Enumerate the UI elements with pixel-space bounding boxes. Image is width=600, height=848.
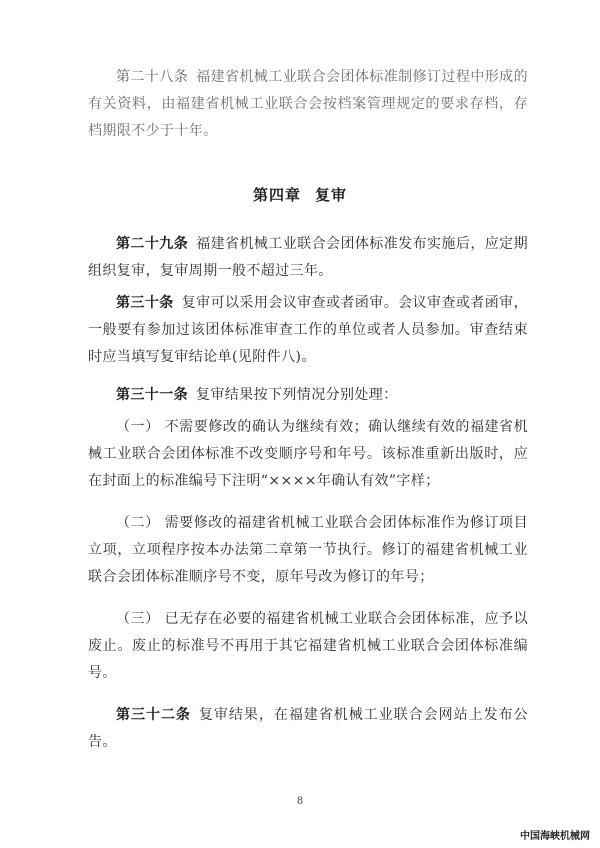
item-1: （一） 不需要修改的确认为继续有效；确认继续有效的福建省机械工业联合会团体标准不改变顺序号和年号。该标准重新出版时，应在封面上的标准编号下注明“××××年确认有效”字样； [88,419,528,489]
article-32-lead: 第三十二条 [116,707,191,723]
article-28 [88,64,528,145]
item-2: （二） 需要修改的福建省机械工业联合会团体标准作为修订项目立项，立项程序按本办法第二章第一节执行。修订的福建省机械工业联合会团体标准顺序号不变，原年号改为修订的年号； [88,515,528,585]
article-30-text: 复审可以采用会议审查或者函审。会议审查或者函审，一般要有参加过该团体标准审查工作的单位或者人员参加。审查结束时应当填写复审结论单(见附件八)。 [88,295,528,365]
article-28-text: 福建省机械工业联合会团体标准制修订过程中形成的有关资料，由福建省机械工业联合会按档案管理规定的要求存档，存档期限不少于十年。 [88,69,529,139]
site-watermark: 中国海峡机械网 [520,831,590,842]
article-31-text: 复审结果按下列情况分别处理： [196,387,398,403]
article-29 [88,231,528,285]
article-29-lead: 第二十九条 [116,236,189,252]
chapter-number: 第四章 [252,186,301,204]
article-32-text: 复审结果，在福建省机械工业联合会网站上发布公告。 [88,707,528,750]
article-31 [88,382,528,409]
page-number: 8 [296,796,304,807]
chapter-title: 复审 [315,186,348,204]
article-28-lead: 第二十八条 [116,69,189,85]
article-30-lead: 第三十条 [116,295,174,311]
article-31-lead: 第三十一条 [116,387,188,403]
article-30 [88,290,528,371]
article-29-text: 福建省机械工业联合会团体标准发布实施后，应定期组织复审，复审周期一般不超过三年。 [88,236,529,279]
chapter-heading [0,184,600,205]
article-32 [88,702,528,756]
item-3: （三） 已无存在必要的福建省机械工业联合会团体标准，应予以废止。废止的标准号不再用于其它福建省机械工业联合会团体标准编号。 [88,611,528,681]
